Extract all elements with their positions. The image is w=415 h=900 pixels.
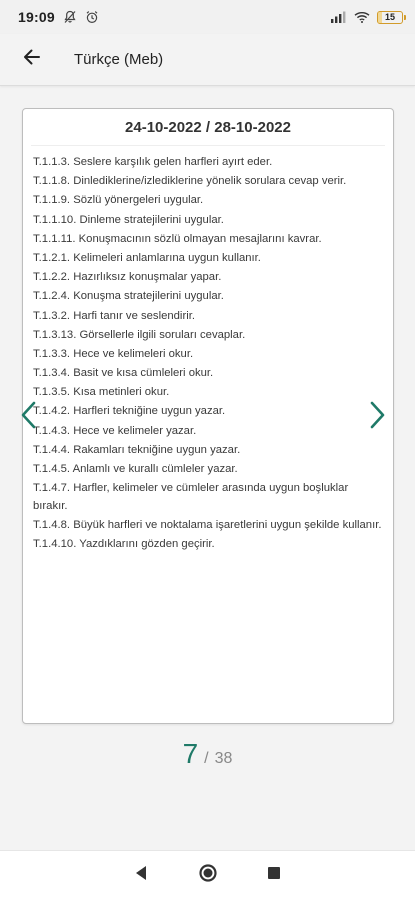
- arrow-left-icon: [22, 47, 42, 72]
- wifi-icon: [354, 11, 370, 23]
- date-range: 24-10-2022 / 28-10-2022: [31, 109, 385, 146]
- notification-mute-icon: [63, 10, 77, 24]
- outcome-item: T.1.2.1. Kelimeleri anlamlarına uygun kullanır.: [33, 251, 261, 264]
- outcome-item: T.1.3.5. Kısa metinleri okur.: [33, 386, 170, 399]
- outcome-item: T.1.4.10. Yazdıklarını gözden geçirir.: [33, 538, 215, 551]
- system-recents-button[interactable]: [258, 860, 290, 892]
- next-week-button[interactable]: [364, 400, 390, 434]
- page-separator: /: [204, 750, 209, 767]
- previous-week-button[interactable]: [16, 400, 42, 434]
- outcome-item: T.1.3.2. Harfi tanır ve seslendirir.: [33, 309, 195, 322]
- triangle-back-icon: [134, 865, 148, 886]
- outcomes-card: [22, 108, 394, 724]
- back-button[interactable]: [6, 34, 58, 86]
- circle-home-icon: [198, 863, 218, 888]
- outcome-item: T.1.3.13. Görsellerle ilgili soruları cevaplar.: [33, 328, 246, 341]
- current-page: 7: [182, 738, 199, 769]
- outcome-item: T.1.2.2. Hazırlıksız konuşmalar yapar.: [33, 271, 222, 284]
- page-title: Türkçe (Meb): [74, 51, 164, 68]
- outcome-item: T.1.4.4. Rakamları tekniğine uygun yazar.: [33, 443, 241, 456]
- chevron-right-icon: [367, 400, 387, 435]
- alarm-icon: [85, 10, 99, 24]
- system-navigation-bar: [0, 850, 415, 900]
- outcome-item: T.1.4.8. Büyük harfleri ve noktalama işaretlerini uygun şekilde kullanır.: [33, 518, 382, 531]
- status-bar: [0, 0, 415, 34]
- page-indicator: [0, 738, 415, 774]
- battery-icon: [377, 11, 403, 24]
- outcome-item: T.1.4.3. Hece ve kelimeler yazar.: [33, 424, 197, 437]
- system-home-button[interactable]: [192, 860, 224, 892]
- status-time: 19:09: [18, 9, 55, 25]
- outcome-item: T.1.1.3. Seslere karşılık gelen harfleri ayırt eder.: [33, 156, 273, 168]
- battery-level: 15: [384, 12, 395, 22]
- outcome-item: T.1.2.4. Konuşma stratejilerini uygular.: [33, 290, 224, 303]
- outcome-item: T.1.3.3. Hece ve kelimeleri okur.: [33, 347, 194, 360]
- square-recents-icon: [267, 866, 281, 885]
- outcome-item: T.1.4.7. Harfler, kelimeler ve cümleler arasında uygun boşluklar bırakır.: [33, 482, 349, 512]
- outcome-item: T.1.1.9. Sözlü yönergeleri uygular.: [33, 194, 204, 207]
- outcome-item: T.1.4.2. Harfleri tekniğine uygun yazar.: [33, 405, 226, 418]
- total-pages: 38: [214, 750, 233, 767]
- outcome-item: T.1.3.4. Basit ve kısa cümleleri okur.: [33, 367, 214, 380]
- outcome-item: T.1.4.5. Anlamlı ve kurallı cümleler yazar.: [33, 463, 238, 475]
- system-back-button[interactable]: [125, 860, 157, 892]
- signal-icon: [331, 11, 347, 23]
- outcomes-list: [23, 146, 393, 554]
- outcome-item: T.1.1.8. Dinlediklerine/izlediklerine yönelik sorulara cevap verir.: [33, 175, 347, 188]
- status-left: [18, 9, 99, 25]
- chevron-left-icon: [19, 400, 39, 435]
- status-right: [331, 11, 403, 24]
- outcome-item: T.1.1.10. Dinleme stratejilerini uygular.: [33, 213, 224, 226]
- app-bar: [0, 34, 415, 86]
- battery-fill: [378, 12, 382, 23]
- outcome-item: T.1.1.11. Konuşmacının sözlü olmayan mesajlarını kavrar.: [33, 232, 322, 245]
